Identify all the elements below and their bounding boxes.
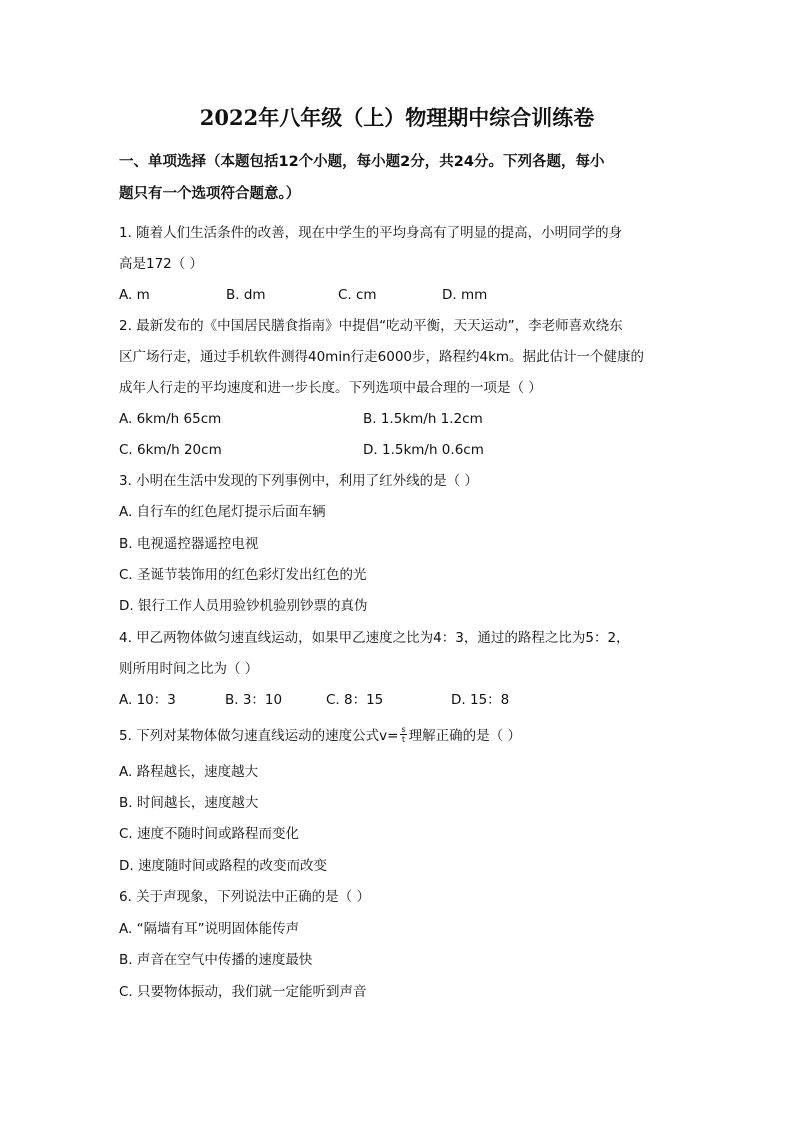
q6-option-c: C. 只要物体振动，我们就一定能听到声音 xyxy=(119,984,367,1000)
q4-option-a: A. 10：3 xyxy=(119,692,176,708)
fraction-numerator: s xyxy=(401,724,406,734)
q1-option-a: A. m xyxy=(119,287,150,303)
q5-option-c: C. 速度不随时间或路程而变化 xyxy=(119,826,300,842)
q2-stem-line2: 区广场行走，通过手机软件测得40min行走6000步，路程约4km。据此估计一个健康的 xyxy=(119,349,645,365)
q2-option-d: D. 1.5km/h 0.6cm xyxy=(363,442,484,458)
q2-option-a: A. 6km/h 65cm xyxy=(119,411,222,427)
q3-option-a: A. 自行车的红色尾灯提示后面车辆 xyxy=(119,504,326,520)
q3-option-b: B. 电视遥控器遥控电视 xyxy=(119,536,259,552)
q2-option-c: C. 6km/h 20cm xyxy=(119,442,222,458)
q4-option-d: D. 15：8 xyxy=(451,692,510,708)
q5-option-d: D. 速度随时间或路程的改变而改变 xyxy=(119,858,327,874)
speed-formula-fraction xyxy=(400,725,406,744)
q1-stem-line1: 1. 随着人们生活条件的改善，现在中学生的平均身高有了明显的提高，小明同学的身 xyxy=(119,225,623,241)
q4-option-b: B. 3：10 xyxy=(225,692,283,708)
q4-stem-line2: 则所用时间之比为（ ） xyxy=(119,661,259,677)
fraction-denominator: t xyxy=(402,734,406,744)
q6-stem: 6. 关于声现象，下列说法中正确的是（ ） xyxy=(119,889,370,905)
q1-option-b: B. dm xyxy=(226,287,266,303)
page-title: 2022年八年级（上）物理期中综合训练卷 xyxy=(199,105,595,130)
q3-option-d: D. 银行工作人员用验钞机验别钞票的真伪 xyxy=(119,598,368,614)
q5-stem-after: 理解正确的是（ ） xyxy=(408,728,521,744)
section-heading-line1: 一、单项选择（本题包括12个小题，每小题2分，共24分。下列各题，每小 xyxy=(119,154,605,170)
q6-option-a: A. “隔墙有耳”说明固体能传声 xyxy=(119,921,300,937)
q5-option-a: A. 路程越长，速度越大 xyxy=(119,764,259,780)
q2-stem-line1: 2. 最新发布的《中国居民膳食指南》中提倡“吃动平衡，天天运动”，李老师喜欢绕东 xyxy=(119,318,623,334)
q2-option-b: B. 1.5km/h 1.2cm xyxy=(363,411,483,427)
q4-stem-line1: 4. 甲乙两物体做匀速直线运动，如果甲乙速度之比为4：3，通过的路程之比为5：2， xyxy=(119,630,630,646)
q4-option-c: C. 8：15 xyxy=(326,692,384,708)
section-heading-line2: 题只有一个选项符合题意。） xyxy=(119,186,301,202)
q6-option-b: B. 声音在空气中传播的速度最快 xyxy=(119,952,313,968)
q5-stem-before: 5. 下列对某物体做匀速直线运动的速度公式v= xyxy=(119,728,399,744)
q5-stem xyxy=(119,725,521,747)
q1-option-d: D. mm xyxy=(442,287,488,303)
q1-stem-line2: 高是172（ ） xyxy=(119,256,204,272)
q2-stem-line3: 成年人行走的平均速度和进一步长度。下列选项中最合理的一项是（ ） xyxy=(119,380,542,396)
q3-stem: 3. 小明在生活中发现的下列事例中，利用了红外线的是（ ） xyxy=(119,473,478,489)
q5-option-b: B. 时间越长，速度越大 xyxy=(119,795,259,811)
q3-option-c: C. 圣诞节装饰用的红色彩灯发出红色的光 xyxy=(119,567,367,583)
q1-option-c: C. cm xyxy=(338,287,377,303)
